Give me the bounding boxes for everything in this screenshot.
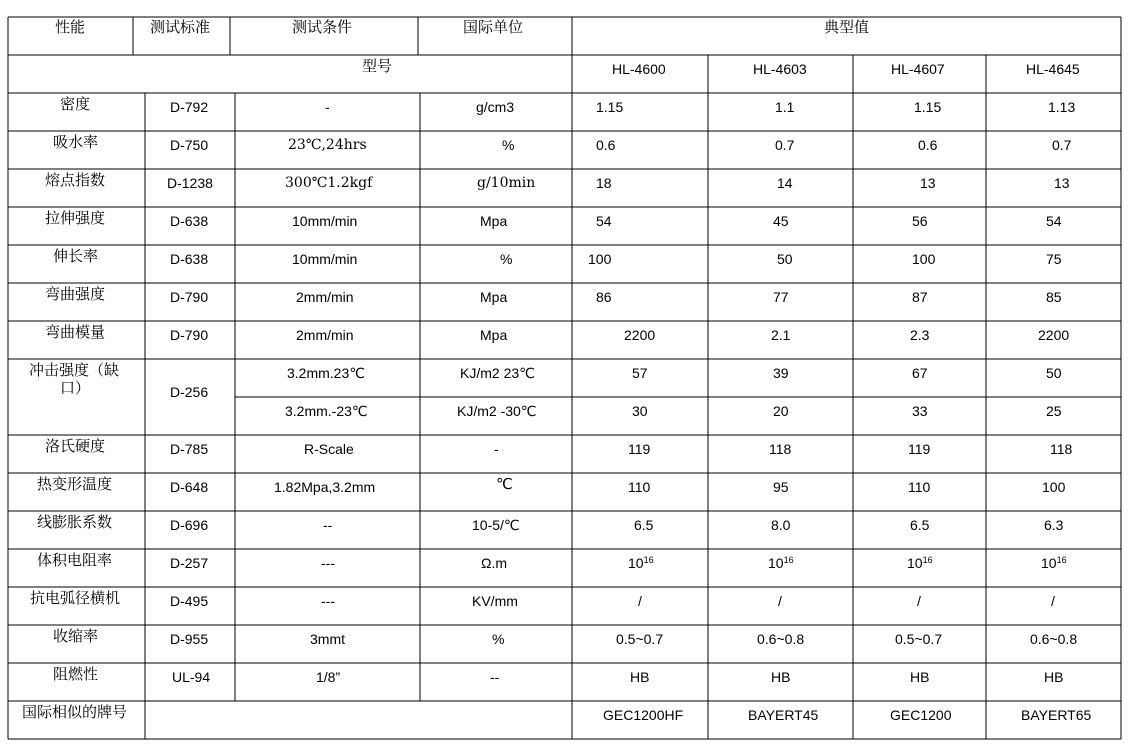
impact-standard: D-256 xyxy=(170,384,209,400)
row-standard: D-955 xyxy=(170,631,209,647)
row-value: 2200 xyxy=(624,327,656,343)
impact-value: 57 xyxy=(632,365,648,381)
row-property: 收缩率 xyxy=(53,628,99,645)
header-standard: 测试标准 xyxy=(150,19,211,36)
impact-property-line2: 口） xyxy=(60,380,91,397)
row-condition: R-Scale xyxy=(304,441,354,457)
impact-value: 50 xyxy=(1046,365,1062,381)
row-value: 2.3 xyxy=(910,327,930,343)
row-property: 吸水率 xyxy=(53,134,99,151)
row-unit: ℃ xyxy=(496,476,513,493)
header-condition: 测试条件 xyxy=(292,19,353,36)
impact-value: 33 xyxy=(912,403,928,419)
row-value: 110 xyxy=(628,479,651,495)
similar-grade: BAYERT65 xyxy=(1021,707,1092,723)
row-standard: D-495 xyxy=(170,593,209,609)
row-unit: KV/mm xyxy=(472,593,518,609)
row-property: 阻燃性 xyxy=(53,666,99,683)
row-unit: Mpa xyxy=(480,327,508,343)
row-value: 118 xyxy=(1050,441,1073,457)
row-value: 56 xyxy=(912,213,928,229)
similar-grade: GEC1200HF xyxy=(603,707,684,723)
row-value: 1.13 xyxy=(1048,99,1076,115)
row-value: HB xyxy=(630,669,650,685)
resistivity-value: $10^{16}$ xyxy=(628,555,654,571)
row-condition: --- xyxy=(321,593,335,609)
row-unit: 10-5/℃ xyxy=(472,517,520,533)
row-value: 100 xyxy=(912,251,936,267)
resistivity-property: 体积电阻率 xyxy=(37,552,113,569)
row-value: 119 xyxy=(908,441,931,457)
row-property: 密度 xyxy=(60,96,91,113)
row-value: 1.15 xyxy=(596,99,624,115)
row-unit: g/10min xyxy=(477,175,536,191)
row-value: 50 xyxy=(777,251,793,267)
impact-condition: 3.2mm.-23℃ xyxy=(285,403,368,419)
row-value: 0.5~0.7 xyxy=(895,631,943,647)
row-value: 0.5~0.7 xyxy=(616,631,664,647)
row-value: 0.6~0.8 xyxy=(1030,631,1078,647)
model-label: 型号 xyxy=(362,58,393,75)
row-value: HB xyxy=(771,669,791,685)
row-value: 6.5 xyxy=(634,517,654,533)
resistivity-value: $10^{16}$ xyxy=(907,555,933,571)
row-value: 14 xyxy=(777,175,793,191)
row-condition: 1/8” xyxy=(316,669,341,685)
row-value: 2200 xyxy=(1038,327,1070,343)
row-value: 6.5 xyxy=(910,517,930,533)
row-condition: 2mm/min xyxy=(296,327,354,343)
row-value: / xyxy=(917,593,921,609)
row-condition: 10mm/min xyxy=(292,251,358,267)
row-standard: D-790 xyxy=(170,327,209,343)
resistivity-value: $10^{16}$ xyxy=(1041,555,1067,571)
row-value: / xyxy=(778,593,782,609)
impact-condition: 3.2mm.23℃ xyxy=(287,365,365,381)
resistivity-value: $10^{16}$ xyxy=(768,555,794,571)
row-value: 100 xyxy=(1042,479,1066,495)
row-property: 拉伸强度 xyxy=(45,210,106,227)
row-standard: D-790 xyxy=(170,289,209,305)
row-value: 118 xyxy=(769,441,792,457)
row-value: 86 xyxy=(596,289,612,305)
row-value: / xyxy=(638,593,642,609)
row-standard: D-638 xyxy=(170,213,209,229)
row-condition: 3mmt xyxy=(310,631,345,647)
row-unit: % xyxy=(502,137,515,153)
row-standard: D-785 xyxy=(170,441,209,457)
row-condition: -- xyxy=(323,517,333,533)
row-value: 110 xyxy=(908,479,931,495)
impact-property-line1: 冲击强度（缺 xyxy=(29,362,120,379)
resistivity-condition: --- xyxy=(321,555,335,571)
row-property: 线膨胀系数 xyxy=(37,514,113,531)
impact-value: 67 xyxy=(912,365,928,381)
row-value: HB xyxy=(1044,669,1064,685)
row-value: 8.0 xyxy=(771,517,791,533)
row-standard: D-750 xyxy=(170,137,209,153)
resistivity-unit: Ω.m xyxy=(481,555,508,571)
row-unit: - xyxy=(494,441,499,457)
impact-unit: KJ/m2 -30℃ xyxy=(457,403,537,419)
row-value: 18 xyxy=(596,175,612,191)
row-property: 抗电弧径横机 xyxy=(30,590,121,607)
row-value: 2.1 xyxy=(771,327,791,343)
row-property: 洛氏硬度 xyxy=(45,438,106,455)
row-value: 75 xyxy=(1046,251,1062,267)
row-value: 0.6 xyxy=(918,137,938,153)
row-unit: g/cm3 xyxy=(476,99,515,115)
row-value: 13 xyxy=(920,175,936,191)
row-standard: D-648 xyxy=(170,479,209,495)
row-standard: D-792 xyxy=(170,99,209,115)
row-condition: 10mm/min xyxy=(292,213,358,229)
row-value: 1.1 xyxy=(775,99,795,115)
impact-value: 39 xyxy=(773,365,789,381)
row-value: 54 xyxy=(1046,213,1062,229)
similar-grade: GEC1200 xyxy=(890,707,952,723)
row-value: 6.3 xyxy=(1044,517,1064,533)
row-condition: 1.82Mpa,3.2mm xyxy=(274,479,376,495)
row-unit: % xyxy=(500,251,513,267)
row-value: 13 xyxy=(1054,175,1070,191)
row-value: 85 xyxy=(1046,289,1062,305)
row-value: 0.7 xyxy=(1052,137,1072,153)
row-value: 119 xyxy=(628,441,651,457)
row-condition: 2mm/min xyxy=(296,289,354,305)
impact-unit: KJ/m2 23℃ xyxy=(460,365,535,381)
row-value: 0.6~0.8 xyxy=(757,631,805,647)
header-typical: 典型值 xyxy=(824,19,870,36)
model-name: HL-4607 xyxy=(891,61,945,77)
row-standard: UL-94 xyxy=(172,669,211,685)
row-unit: -- xyxy=(490,669,500,685)
row-value: 100 xyxy=(588,251,612,267)
row-unit: Mpa xyxy=(480,289,508,305)
model-name: HL-4603 xyxy=(753,61,807,77)
header-property: 性能 xyxy=(55,19,86,36)
row-standard: D-696 xyxy=(170,517,209,533)
row-property: 弯曲模量 xyxy=(45,324,106,341)
similar-grade: BAYERT45 xyxy=(748,707,819,723)
row-value: 95 xyxy=(773,479,789,495)
row-property: 热变形温度 xyxy=(37,476,113,493)
impact-value: 25 xyxy=(1046,403,1062,419)
row-condition: 23℃,24hrs xyxy=(288,137,367,153)
row-value: 77 xyxy=(773,289,789,305)
row-condition: - xyxy=(325,99,330,115)
model-name: HL-4600 xyxy=(612,61,666,77)
row-standard: D-638 xyxy=(170,251,209,267)
row-standard: D-1238 xyxy=(167,175,213,191)
row-value: 54 xyxy=(596,213,612,229)
row-unit: % xyxy=(492,631,505,647)
row-value: 0.6 xyxy=(596,137,616,153)
header-unit: 国际单位 xyxy=(463,19,524,36)
row-condition: 300℃1.2kgf xyxy=(285,175,373,191)
row-value: 0.7 xyxy=(775,137,795,153)
row-value: / xyxy=(1051,593,1055,609)
resistivity-standard: D-257 xyxy=(170,555,209,571)
row-unit: Mpa xyxy=(480,213,508,229)
row-value: 1.15 xyxy=(914,99,942,115)
row-property: 弯曲强度 xyxy=(45,286,106,303)
row-value: 45 xyxy=(773,213,789,229)
impact-value: 30 xyxy=(632,403,648,419)
row-property: 熔点指数 xyxy=(45,172,106,189)
row-value: 87 xyxy=(912,289,928,305)
row-value: HB xyxy=(910,669,930,685)
row-property: 伸长率 xyxy=(53,248,99,265)
model-name: HL-4645 xyxy=(1026,61,1080,77)
similar-label: 国际相似的牌号 xyxy=(22,704,128,721)
impact-value: 20 xyxy=(773,403,789,419)
